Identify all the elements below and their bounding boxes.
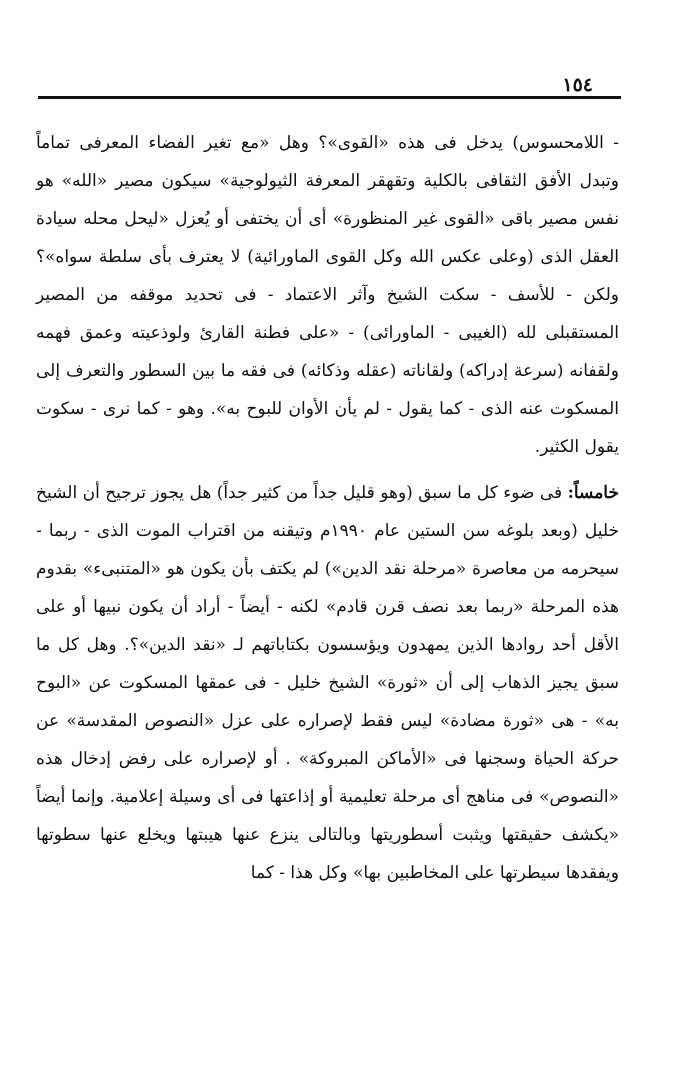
- paragraph-1-text: - اللامحسوس) يدخل فى هذه «القوى»؟ وهل «مع تغير الفضاء المعرفى تماماً وتبدل الأفق الثقافى بالكلية وتقهقر المعرفة الثيولوجية» سيكون مصير «الله» هو نفس مصير باقى «القوى غير المنظورة» أى أن يختفى أو يُعزل «ليحل محله سيادة العقل الذى (وعلى عكس الله وكل القوى الماورائية) لا يعترف بأى سلطة سواه»؟ ولكن - للأسف - سكت الشيخ وآثر الاعتماد - فى تحديد موقفه من المصير المستقبلى لله (الغيبى - الماورائى) - «على فطنة القارئ ولوذعيته وعمق فهمه ولقفانه (سرعة إدراكه) ولقاناته (عقله وذكائه) فى فقه ما بين السطور والتعرف إلى المسكوت عنه الذى - كما يقول - لم يأن الأوان للبوح به». وهو - كما نرى - سكوت يقول الكثير.: [36, 133, 619, 457]
- paragraph-1: [36, 124, 619, 466]
- header-rule: [38, 96, 621, 99]
- paragraph-2: [36, 474, 619, 892]
- body-text: [36, 124, 619, 892]
- paragraph-2-text: فى ضوء كل ما سبق (وهو قليل جداً من كثير جداً) هل يجوز ترجيح أن الشيخ خليل (وبعد بلوغه سن الستين عام ١٩٩٠م وتيقنه من اقتراب الموت الذى - ربما - سيحرمه من معاصرة «مرحلة نقد الدين») لم يكتف بأن يكون هو «المتنبىء» بقدوم هذه المرحلة «ربما بعد نصف قرن قادم» لكنه - أيضاً - أراد أن يكون نبيها أو على الأقل أحد روادها الذين يمهدون ويؤسسون بكتاباتهم لـ «نقد الدين»؟. وهل كل ما سبق يجيز الذهاب إلى أن «ثورة» الشيخ خليل - فى عمقها المسكوت عن «البوح به» - هى «ثورة مضادة» ليس فقط لإصراره على عزل «النصوص المقدسة» عن حركة الحياة وسجنها فى «الأماكن المبروكة» . أو لإصراره على رفض إدخال هذه «النصوص» فى مناهج أى مرحلة تعليمية أو إذاعتها فى أى وسيلة إعلامية. وإنما أيضاً «يكشف حقيقتها ويثبت أسطوريتها وبالتالى ينزع عنها هيبتها ويخلع عنها سطوتها ويفقدها سيطرتها على المخاطبين بها» وكل هذا - كما: [36, 483, 619, 883]
- page-number: ١٥٤: [562, 74, 593, 96]
- page-header: [38, 74, 621, 104]
- paragraph-2-lead: خامساً:: [567, 483, 619, 503]
